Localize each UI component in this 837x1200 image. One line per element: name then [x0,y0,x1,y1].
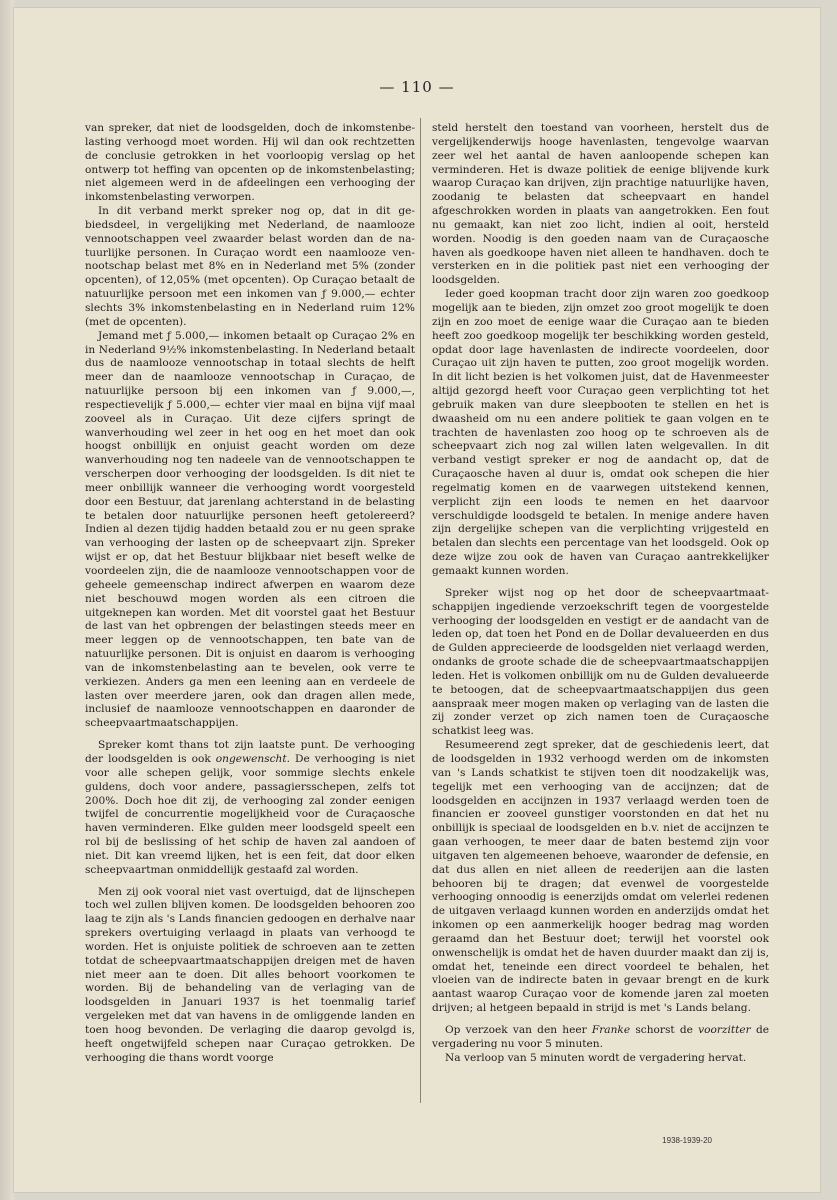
left-column [85,122,415,1066]
paragraph: steld herstelt den toestand van voorheen, herstelt dus de vergelijkenderwijs hooge havenlasten, tengevolge waarvan zeer wel het aantal de haven aanloopende schepen kan verminderen. Het is dwaze politiek de eenige blijvende kurk waarop Curaçao kan drijven, zijn prachtige natuurlijke haven, zoodanig te belasten dat scheepvaart en handel afgeschrokken worden in plaats van aangetrokken. Een fout nu gemaakt, kan niet zoo licht, indien al ooit, hersteld worden. Noodig is den goeden naam van de Curaçaosche haven als goedkoope haven niet alleen te handhaven. doch te versterken en in die politiek past niet een verhooging der loodsgelden. [432,122,769,287]
paragraph-text: De verhooging is niet voor alle schepen gelijk, voor sommige slechts enkele guldens, doch voor andere, passagiersschepen, zelfs tot 200%. Doch hoe dit zij, de verhooging zal zonder eenigen twijfel de concurrentie mogelijkheid voor de Curaçaosche haven verminderen. Elke gulden meer loodsgeld speelt een rol bij de beslissing of het schip de haven zal aandoen of niet. Dit kan vreemd lijken, het is een feit, dat door elken scheepvaartman onmiddellijk gestaafd zal worden. [85,752,415,876]
paragraph: In dit verband merkt spreker nog op, dat in dit gebiedsdeel, in vergelijking met Nederland, de naamlooze vennootschappen veel zwaarder belast worden dan de natuurlijke personen. In Curaçao wordt een naamlooze vennootschap belast met 8% en in Nederland met 5% (zonder opcenten), of 12,05% (met opcenten). Op Curaçao betaalt de natuurlijke persoon met een inkomen van ƒ 9.000,— echter slechts 3% inkomstenbelasting en in Nederland ruim 12% (met de opcenten). [85,205,415,328]
paragraph-text: schorst de [630,1024,699,1036]
document-page [14,8,820,1192]
emphasis-text: ongewenscht. [215,752,291,765]
column-divider [420,118,421,1103]
paragraph: Men zij ook vooral niet vast overtuigd, dat de lijnschepen toch wel zullen blijven komen. De loodsgelden behooren zoo laag te zijn als 's Lands financien gedoogen en derhalve naar sprekers overtuiging verlaagd in plaats van verhoogd te worden. Het is onjuiste politiek de schroeven aan te zetten totdat de scheepvaartmaatschappijen dreigen met de haven niet meer aan te doen. Dit alles behoort voorkomen te worden. Bij de behandeling van de verlaging van de loodsgelden in Januari 1937 is het toenmalig tarief vergeleken met dat van havens in de omliggende landen en toen hoog bevonden. De verlaging die daarop gevolgd is, heeft ongetwijfeld schepen naar Curaçao getrokken. De verhooging die thans wordt voorge [85,885,415,1064]
paragraph: Na verloop van 5 minuten wordt de vergadering hervat. [445,1051,747,1064]
paragraph-text: Op verzoek van den heer [445,1024,592,1036]
paragraph: Resumeerend zegt spreker, dat de geschiedenis leert, dat de loodsgelden in 1932 verhoogd werden om de inkomsten van 's Lands schatkist te stijven toen dit noodzakelijk was, tegelijk met een verhooging van de accijnzen; dat de loodsgelden en accijnzen in 1937 verlaagd werden toen de financien er zooveel gunstiger voorstonden en dat het nu onbillijk is speciaal de loodsgelden en b.v. niet de accijnzen te gaan verhoogen, te meer daar de baten bestemd zijn voor uitgaven ten algemeenen behoeve, waaronder de defensie, en dat dus allen en niet alleen de reederijen aan die lasten behooren bij te dragen; dat evenwel de voorgestelde verhooging onnoodig is eenerzijds omdat om velerlei redenen de uitgaven verlaagd kunnen worden en anderzijds omdat het inkomen op een aanmerkelijk hooger bedrag mag worden geraamd dan het Bestuur doet; terwijl het voorstel ook onwenschelijk is omdat het de haven duurder maakt dan zij is, omdat het, teneinde een direct voordeel te behalen, het vloeien van de indirecte baten in gevaar brengt en de kurk aantast waarop Curaçao voor de komende jaren zal moeten drijven; al hetgeen bepaald in strijd is met 's Lands belang. [432,739,769,1015]
paragraph: Ieder goed koopman tracht door zijn waren zoo goedkoop mogelijk aan te bieden, zijn omzet zoo groot mogelijk te doen zijn en zoo moet de eenige waar die Curaçao aan te bieden heeft zoo goedkoop mogelijk ter beschikking worden gesteld, opdat door lage havenlasten de indirecte voordeelen, door Curaçao uit zijn haven te putten, zoo groot mogelijk worden. In dit licht bezien is het volkomen juist, dat de Havenmeester altijd gezorgd heeft voor Curaçao geen verplichting tot het gebruik maken van dure sleepbooten te stellen en het is dwaasheid om nu een andere politiek te gaan volgen en te trachten de havenlasten zoo hoog op te schroeven als de scheepvaart zich nog zal willen laten welgevallen. In dit verband vestigt spreker er nog de aandacht op, dat de Curaçaosche haven al duur is, omdat ook schepen die hier regelmatig komen en de vaarwegen uitstekend kennen, verplicht zijn een loods te nemen en het daarvoor verschuldigde loodsgeld te betalen. In menige andere haven zijn dergelijke schepen van die verplichting vrijgesteld en betalen dan slechts een percentage van het loodsgeld. Ook op deze wijze zou ook de haven van Curaçao aantrekkelijker gemaakt kunnen worden. [432,288,769,577]
paragraph [85,739,415,877]
footer-code: 1938-1939-20 [662,1136,712,1145]
emphasis-text: voorzitter [698,1024,751,1036]
page-number: — 110 — [379,78,455,96]
paragraph-text: Spreker komt thans tot zijn laatste punt. De verhooging der loodsgelden is ook [85,739,415,765]
paragraph: Jemand met ƒ 5.000,— inkomen betaalt op Curaçao 2% en in Nederland 9½% inkomstenbelasting. In Nederland betaalt dus de naamlooze vennootschap in totaal slechts de helft meer dan de naamlooze vennootschap in Curaçao, de natuurlijke persoon bij een inkomen van ƒ 9.000,—, respectievelijk ƒ 5.000,— echter vier maal en bijna vijf maal zooveel als in Curaçao. Uit deze cijfers springt de wanverhouding wel zeer in het oog en het moet dan ook hoogst onbillijk en onjuist geacht worden om deze wanverhouding nog ten nadeele van de vennootschappen te verscherpen door verhooging der loodsgelden. Is dit niet te meer onbillijk wanneer die verhooging wordt voorgesteld door een Bestuur, dat jarenlang achterstand in de belasting te betalen door natuurlijke personen heeft getolereerd? Indien al dezen tijdig hadden betaald zou er nu geen sprake van verhooging der lasten op de scheepvaart zijn. Spreker wijst er op, dat het Bestuur blijkbaar niet beseft welke de voordeelen zijn, die de naamlooze vennootschappen voor de geheele gemeenschap indirect afwerpen en waarom deze niet beschouwd mogen worden als een citroen die uitgeknepen kan worden. Met dit voorstel gaat het Bestuur de last van het opbrengen der belastingen steeds meer en meer leggen op de vennootschappen, ten bate van de natuurlijke personen. Dit is onjuist en daarom is verhooging van de inkomstenbelasting aan te bevelen, ook verre te verkiezen. Anders ga men een leening aan en verdeele de lasten over meerdere jaren, ook dan dragen allen mede, inclusief de naamlooze vennootschappen en daaronder de scheepvaartmaatschappijen. [85,329,415,730]
paragraph [432,1024,769,1052]
paragraph: van spreker, dat niet de loodsgelden, doch de inkomstenbelasting verhoogd moet worden. Hij wil dan ook rechtzetten de conclusie getrokken in het voorloopig verslag op het ontwerp tot heffing van opcenten op de inkomstenbelasting; niet algemeen werd in de afdeelingen een verhooging der inkomstenbelasting verworpen. [85,122,415,204]
binding-edge [0,0,14,1200]
emphasis-text: Franke [591,1024,631,1036]
right-column [432,122,769,1066]
paragraph: Spreker wijst nog op het door de scheepvaartmaatschappijen ingediende verzoekschrift tegen de voorgestelde verhooging der loodsgelden en vestigt er de aandacht van de leden op, dat toen het Pond en de Dollar devalueerden en dus de Gulden apprecieerde de loodsgelden niet verlaagd werden, ondanks de groote schade die de scheepvaartmaatschappijen leden. Het is volkomen onbillijk om nu de Gulden devalueerde te betoogen, dat de scheepvaartmaatschappijen dus geen aanspraak meer mogen maken op verlaging van de lasten die zij zonder verzet op zich namen toen de Curaçaosche schatkist leeg was. [432,586,769,738]
paragraph-text: de vergadering nu voor 5 minuten. [432,1024,770,1050]
